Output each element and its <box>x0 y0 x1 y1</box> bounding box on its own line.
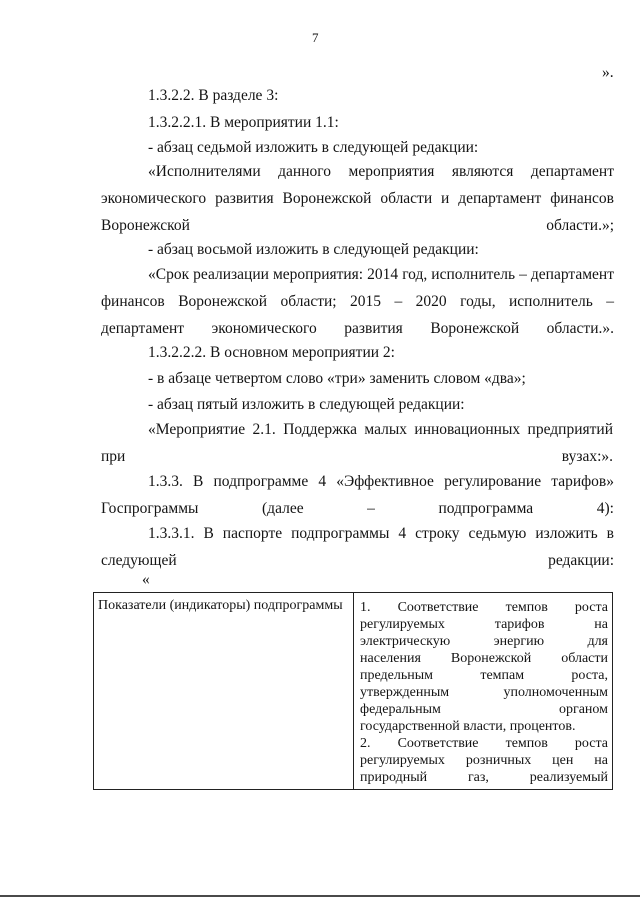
para-1-3-2-2-2: 1.3.2.2.2. В основном мероприятии 2: <box>148 344 395 361</box>
table-cell-indicators <box>360 599 608 786</box>
indicator-line: 2. Соответствие темпов роста <box>360 736 608 751</box>
indicator-line: федеральным органом <box>360 702 608 717</box>
opening-quote: « <box>142 571 150 588</box>
indicator-line: 1. Соответствие темпов роста <box>360 600 608 615</box>
para-1-3-3-text: 1.3.3. В подпрограмме 4 «Эффективное регулирование тарифов» Госпрограммы (далее – подпрограмма 4): <box>101 473 614 517</box>
para-1-3-2-2-1: 1.3.2.2.1. В мероприятии 1.1: <box>148 114 339 131</box>
quote-event-2-1-text: «Мероприятие 2.1. Поддержка малых инновационных предприятий при вузах:». <box>101 421 613 465</box>
indicators-table <box>93 592 613 790</box>
table-column-divider <box>353 593 354 789</box>
para-eighth-paragraph: - абзац восьмой изложить в следующей редакции: <box>148 241 479 258</box>
para-seventh-paragraph: - абзац седьмой изложить в следующей редакции: <box>148 139 479 156</box>
scan-bottom-edge <box>0 895 640 897</box>
indicator-line: населения Воронежской области <box>360 651 608 666</box>
quote-deadline <box>101 261 614 342</box>
indicator-line: утвержденным уполномоченным <box>360 685 608 700</box>
para-1-3-3-1-text: 1.3.3.1. В паспорте подпрограммы 4 строку седьмую изложить в следующей редакции: <box>101 525 614 569</box>
para-1-3-3 <box>101 468 614 522</box>
para-fourth-paragraph: - в абзаце четвертом слово «три» заменить словом «два»; <box>148 370 526 387</box>
para-1-3-3-1 <box>101 520 614 574</box>
closing-quote: ». <box>602 64 614 81</box>
indicator-line: регулируемых тарифов на <box>360 617 608 632</box>
quote-event-2-1 <box>101 416 613 470</box>
para-1-3-2-2: 1.3.2.2. В разделе 3: <box>148 87 279 104</box>
indicator-line: государственной власти, процентов. <box>360 719 576 734</box>
page-number: 7 <box>312 30 319 45</box>
indicator-line: электрическую энергию для <box>360 634 608 649</box>
quote-executors <box>101 158 614 239</box>
indicator-line: регулируемых розничных цен на <box>360 753 608 768</box>
indicator-line: предельным темпам роста, <box>360 668 608 683</box>
quote-executors-text: «Исполнителями данного мероприятия являются департамент экономического развития Воронежской области и департамент финансов Воронежской области.»; <box>101 163 614 234</box>
quote-deadline-text: «Срок реализации мероприятия: 2014 год, исполнитель – департамент финансов Воронежской области; 2015 – 2020 годы, исполнитель – департамент экономического развития Воронежской области.». <box>101 266 614 337</box>
indicator-line: природный газ, реализуемый <box>360 770 608 785</box>
para-fifth-paragraph: - абзац пятый изложить в следующей редакции: <box>148 396 465 413</box>
table-cell-label: Показатели (индикаторы) подпрограммы <box>98 598 343 613</box>
